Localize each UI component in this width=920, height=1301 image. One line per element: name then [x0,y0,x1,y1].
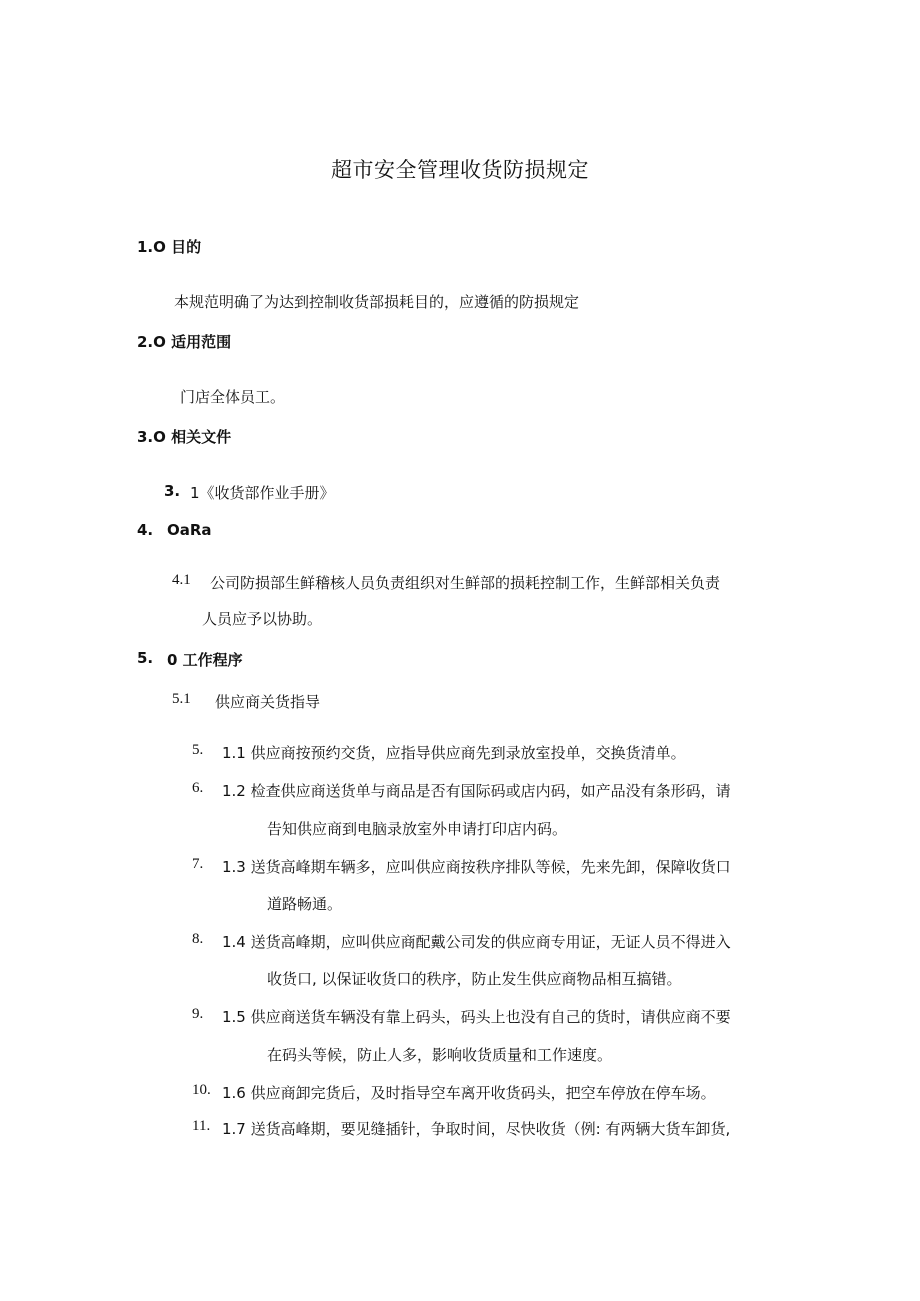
list-item-number: 5. [192,742,204,758]
section-3-heading: 3.O 相关文件 [137,428,232,446]
list-item-line2: 收货口, 以保证收货口的秩序，防止发生供应商物品相互搞错。 [267,970,682,988]
section-5-number: 5. [137,649,154,667]
list-item-line2: 道路畅通。 [267,895,343,913]
section-4-heading: OaRa [167,521,212,539]
list-item-number: 8. [192,931,204,947]
document-title: 超市安全管理收货防损规定 [331,158,589,182]
section-5-sub-text: 供应商关货指导 [215,693,321,711]
section-3-item-text: 1《收货部作业手册》 [190,484,335,502]
list-item-line1: 1.3 送货高峰期车辆多，应叫供应商按秩序排队等候，先来先卸，保障收货口 [222,858,731,876]
list-item-number: 7. [192,856,204,872]
section-1-body: 本规范明确了为达到控制收货部损耗目的，应遵循的防损规定 [174,293,580,311]
section-2-body: 门店全体员工。 [180,388,286,406]
list-item-line1: 1.5 供应商送货车辆没有靠上码头，码头上也没有自己的货时，请供应商不要 [222,1008,731,1026]
section-4-number: 4. [137,521,154,539]
list-item-number: 11. [192,1118,211,1134]
list-item-line1: 1.2 检查供应商送货单与商品是否有国际码或店内码，如产品没有条形码，请 [222,782,731,800]
list-item-number: 6. [192,780,204,796]
list-item-line1: 1.4 送货高峰期，应叫供应商配戴公司发的供应商专用证，无证人员不得进入 [222,933,731,951]
list-item-line1: 1.1 供应商按预约交货，应指导供应商先到录放室投单，交换货清单。 [222,744,686,762]
list-item-line1: 1.7 送货高峰期，要见缝插针，争取时间，尽快收货（例: 有两辆大货车卸货, [222,1120,731,1138]
list-item-line2: 在码头等候，防止人多，影响收货质量和工作速度。 [267,1046,613,1064]
section-4-item-line2: 人员应予以协助。 [202,610,323,628]
list-item-number: 10. [192,1082,211,1098]
section-3-item-number: 3. [164,482,181,500]
section-4-item-line1: 公司防损部生鲜稽核人员负责组织对生鲜部的损耗控制工作，生鲜部相关负责 [210,574,721,592]
list-item-line2: 告知供应商到电脑录放室外申请打印店内码。 [267,820,568,838]
section-5-sub-number: 5.1 [172,691,191,707]
section-1-heading: 1.O 目的 [137,238,202,256]
section-4-item-number: 4.1 [172,572,191,588]
section-5-heading: 0 工作程序 [167,651,243,669]
section-2-heading: 2.O 适用范围 [137,333,232,351]
list-item-line1: 1.6 供应商卸完货后，及时指导空车离开收货码头，把空车停放在停车场。 [222,1084,716,1102]
list-item-number: 9. [192,1006,204,1022]
